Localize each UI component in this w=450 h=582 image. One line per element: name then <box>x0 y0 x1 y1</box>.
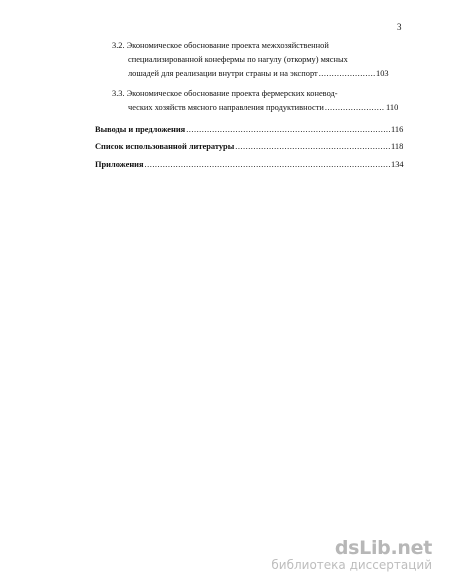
dot-leader <box>145 158 390 172</box>
toc-entry-3-2-line3 <box>112 67 388 81</box>
toc-entry-3-3-line1: 3.3. Экономическое обоснование проекта фермерских коневод- <box>112 89 338 98</box>
watermark <box>271 538 432 572</box>
toc-appendices-label: Приложения <box>95 160 144 169</box>
toc-appendices-page: 134 <box>391 160 404 169</box>
toc-references-label: Список использованной литературы <box>95 142 235 151</box>
watermark-caption: библиотека диссертаций <box>271 558 432 572</box>
page-number: 3 <box>397 22 402 32</box>
dot-leader <box>325 101 385 115</box>
toc-entry-references <box>95 140 403 154</box>
toc-entry-appendices <box>95 158 403 172</box>
toc-entry-3-2 <box>112 39 388 81</box>
toc-entry-3-3 <box>112 87 398 115</box>
toc-entry-conclusions <box>95 123 403 137</box>
toc-entry-3-2-page: 103 <box>376 69 389 78</box>
dot-leader <box>186 123 390 137</box>
dot-leader <box>235 140 390 154</box>
toc-references-page: 118 <box>391 142 404 151</box>
toc-conclusions-page: 116 <box>391 125 404 134</box>
dot-leader <box>319 67 375 81</box>
toc-entry-3-3-page: 110 <box>386 103 399 112</box>
toc-entry-3-2-line1: 3.2. Экономическое обоснование проекта межхозяйственной <box>112 41 329 50</box>
toc-entry-3-3-line2 <box>112 101 398 115</box>
toc-conclusions-label: Выводы и предложения <box>95 125 186 134</box>
toc-entry-3-2-line3-text: лошадей для реализации внутри страны и на экспорт <box>128 69 318 78</box>
toc-entry-3-2-line2: специализированной конефермы по нагулу (откорму) мясных <box>128 55 348 64</box>
toc-entry-3-3-line2-text: ческих хозяйств мясного направления продуктивности <box>128 103 324 112</box>
watermark-brand: dsLib.net <box>334 537 432 559</box>
